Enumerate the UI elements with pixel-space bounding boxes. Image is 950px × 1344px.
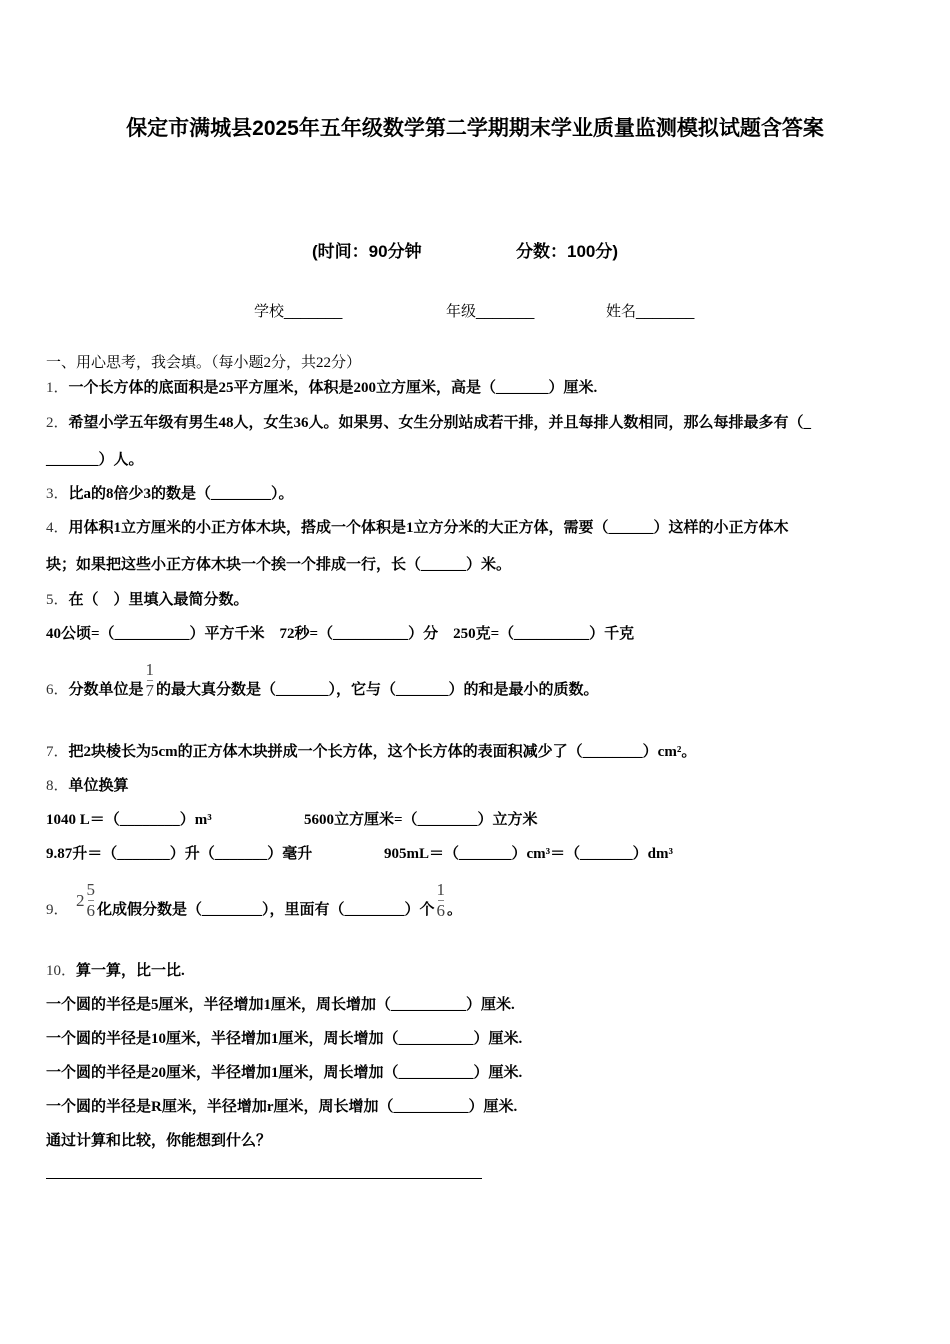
- fraction-numerator: 1: [145, 660, 155, 679]
- question-text: 希望小学五年级有男生48人，女生36人。如果男、女生分别站成若干排，并且每排人数相同，那么每排最多有（_: [68, 415, 812, 431]
- question-text: 的最大真分数是（_______），它与（_______）的和是最小的质数。: [156, 681, 599, 698]
- fraction: [437, 880, 446, 921]
- fraction: [146, 660, 155, 701]
- question-text: 算一算，比一比.: [76, 963, 185, 979]
- question-10-line-3: 一个圆的半径是20厘米，半径增加1厘米，周长增加（__________）厘米.: [46, 1065, 523, 1081]
- question-text: 在（ ）里填入最简分数。: [68, 592, 249, 608]
- question-number: 5．: [46, 592, 69, 608]
- question-4: [46, 516, 789, 537]
- question-6: [46, 660, 599, 711]
- question-text: 一个长方体的底面积是25平方厘米，体积是200立方厘米，高是（_______）厘米.: [68, 380, 598, 396]
- page-title: 保定市满城县2025年五年级数学第二学期期末学业质量监测模拟试题含答案: [126, 117, 824, 140]
- question-10-line-4: 一个圆的半径是R厘米，半径增加r厘米，周长增加（__________）厘米.: [46, 1099, 518, 1115]
- conversion-5600cm3: 5600立方厘米=（________）立方米: [304, 812, 538, 828]
- conversion-1040L: 1040 L＝（________）m³: [46, 812, 212, 828]
- question-text: 比a的8倍少3的数是（________）。: [68, 486, 294, 502]
- fraction-denominator: 7: [145, 681, 155, 700]
- question-8: [46, 774, 129, 795]
- question-number: 9．: [46, 901, 69, 918]
- question-10-prompt: 通过计算和比较，你能想到什么？: [46, 1133, 272, 1149]
- question-number: 1．: [46, 380, 69, 396]
- fraction-numerator: 1: [436, 880, 446, 899]
- question-number: 6．: [46, 681, 69, 698]
- question-4-cont: 块；如果把这些小正方体木块一个挨一个排成一行，长（______）米。: [46, 557, 512, 573]
- question-number: 2．: [46, 415, 69, 431]
- name-field[interactable]: 姓名_______: [606, 303, 695, 320]
- question-1: [46, 376, 597, 397]
- question-text: 单位换算: [68, 778, 129, 794]
- question-text: 。: [447, 901, 463, 918]
- question-10-line-2: 一个圆的半径是10厘米，半径增加1厘米，周长增加（__________）厘米.: [46, 1031, 523, 1047]
- question-number: 8．: [46, 778, 69, 794]
- question-number: 3．: [46, 486, 69, 502]
- question-5: [46, 588, 249, 609]
- fraction-denominator: 6: [86, 901, 96, 920]
- school-field[interactable]: 学校_______: [254, 303, 343, 320]
- score-label: 分数：100分): [516, 242, 619, 261]
- section-heading: 一、用心思考，我会填。（每小题2分，共22分）: [46, 355, 362, 371]
- question-10-line-1: 一个圆的半径是5厘米，半径增加1厘米，周长增加（__________）厘米.: [46, 997, 515, 1013]
- question-text: 用体积1立方厘米的小正方体木块，搭成一个体积是1立方分米的大正方体，需要（______）这样的小正方体木: [68, 520, 789, 536]
- answer-line[interactable]: [46, 1178, 482, 1179]
- question-text: 把2块棱长为5cm的正方体木块拼成一个长方体，这个长方体的表面积减少了（________）cm²。: [68, 744, 697, 760]
- question-number: 4．: [46, 520, 69, 536]
- fraction-denominator: 6: [436, 901, 446, 920]
- question-number: 7．: [46, 744, 69, 760]
- time-label: (时间：90分钟: [312, 242, 422, 261]
- question-2: [46, 411, 811, 432]
- conversion-905mL: 905mL＝（_______）cm³＝（_______）dm³: [384, 846, 673, 862]
- question-9: [46, 880, 463, 931]
- question-5-items: 40公顷=（__________）平方千米 72秒=（__________）分 250克=（__________）千克: [46, 626, 635, 642]
- grade-field[interactable]: 年级_______: [446, 303, 535, 320]
- question-10: [46, 959, 185, 980]
- question-2-cont: _______）人。: [46, 452, 144, 468]
- conversion-9.87L: 9.87升＝（_______）升（_______）毫升: [46, 846, 313, 862]
- question-number: 10．: [46, 963, 77, 979]
- fraction-numerator: 5: [86, 880, 96, 899]
- question-3: [46, 482, 294, 503]
- question-7: [46, 740, 696, 761]
- question-text: 分数单位是: [68, 681, 144, 698]
- question-text: 化成假分数是（________），里面有（________）个: [97, 901, 435, 918]
- mixed-number-whole: 2: [76, 890, 85, 910]
- fraction: [87, 880, 96, 921]
